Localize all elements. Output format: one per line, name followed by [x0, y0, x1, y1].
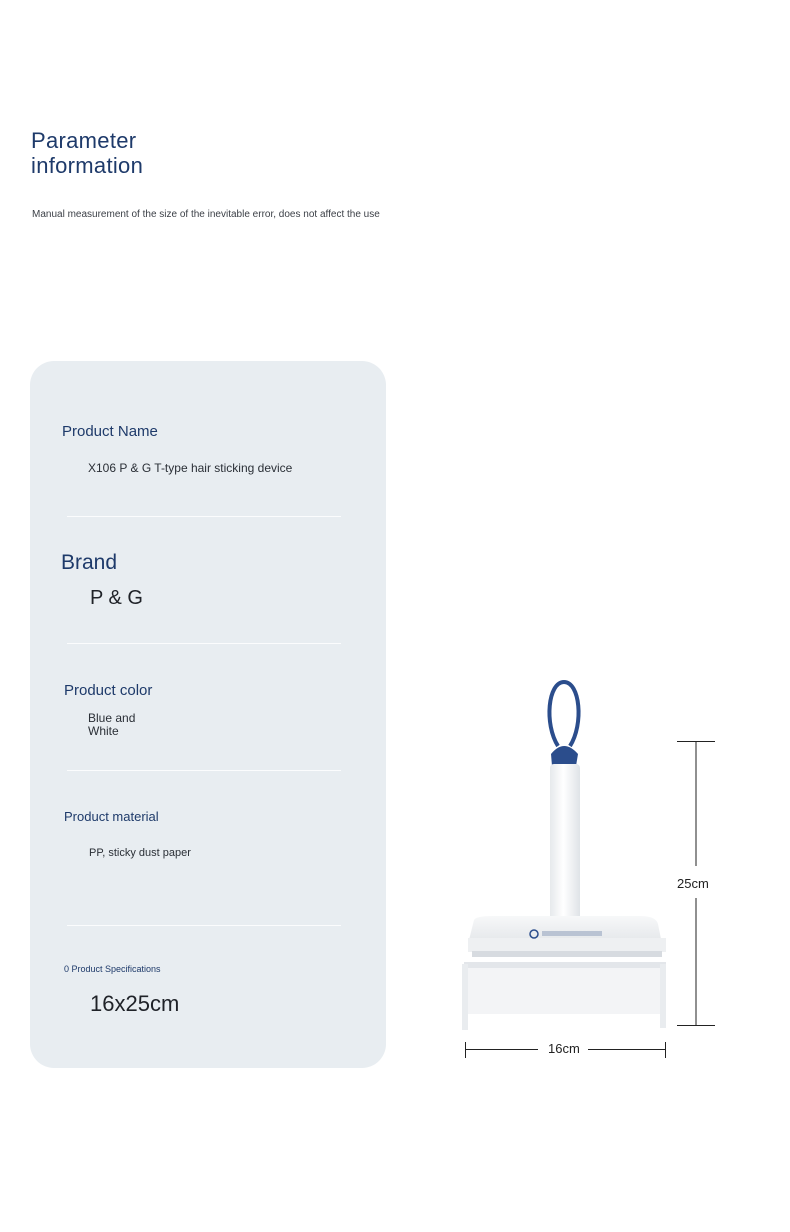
product-spec-value: 16x25cm [90, 991, 180, 1016]
divider [67, 643, 341, 644]
product-name-value: X106 P & G T-type hair sticking device [88, 461, 293, 475]
divider [67, 925, 341, 926]
brand-label: Brand [61, 551, 118, 574]
product-color-value-line1: Blue and [88, 711, 136, 725]
product-material-value: PP, sticky dust paper [89, 847, 191, 859]
height-label: 25cm [677, 876, 709, 891]
product-color-label: Product color [64, 682, 153, 699]
product-name-label: Product Name [62, 423, 158, 440]
width-label: 16cm [548, 1041, 580, 1056]
lint-roller-image [462, 676, 672, 1032]
parameter-card [30, 361, 386, 1068]
page-title-line2: information [31, 153, 144, 178]
page-title [31, 128, 281, 178]
measurement-note: Manual measurement of the size of the inevitable error, does not affect the use [32, 209, 380, 220]
divider [67, 770, 341, 771]
product-color-value [88, 712, 135, 738]
page-title-line1: Parameter [31, 128, 137, 153]
product-color-value-line2: White [88, 724, 119, 738]
brand-value: P & G [90, 587, 143, 609]
product-spec-label: 0 Product Specifications [64, 964, 161, 974]
divider [67, 516, 341, 517]
product-material-label: Product material [64, 809, 159, 824]
